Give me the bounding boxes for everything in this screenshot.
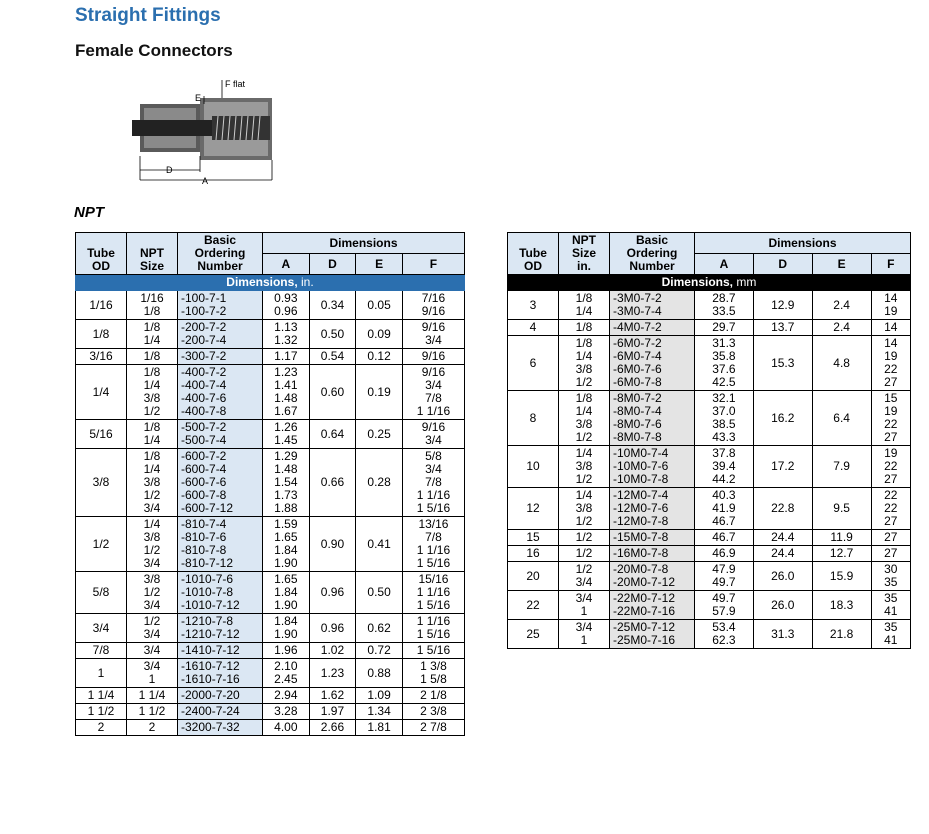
dim-f-cell: 35 41	[871, 591, 910, 620]
tube-od-cell: 22	[508, 591, 559, 620]
ordering-number-cell: -16M0-7-8	[610, 546, 695, 562]
dim-f-cell: 35 41	[871, 620, 910, 649]
ordering-number-cell: -600-7-2 -600-7-4 -600-7-6 -600-7-8 -600-7-12	[178, 449, 263, 517]
npt-size-cell: 1/8 1/4	[127, 420, 178, 449]
dim-e-cell: 15.9	[812, 562, 871, 591]
dim-d-cell: 0.66	[309, 449, 356, 517]
npt-size-cell: 1 1/2	[127, 704, 178, 720]
dim-e-cell: 0.50	[356, 572, 403, 614]
table-row	[508, 391, 911, 446]
table-row	[508, 530, 911, 546]
dim-f-cell: 1 5/16	[402, 643, 464, 659]
npt-size-cell: 1/2	[559, 546, 610, 562]
npt-size-cell: 1/4 3/8 1/2	[559, 446, 610, 488]
col-d: D	[753, 254, 812, 275]
dim-d-cell: 13.7	[753, 320, 812, 336]
col-tube-od: Tube OD	[76, 233, 127, 275]
label-d: D	[166, 165, 173, 175]
dim-d-cell: 24.4	[753, 546, 812, 562]
dim-f-cell: 30 35	[871, 562, 910, 591]
dim-d-cell: 31.3	[753, 620, 812, 649]
dim-d-cell: 12.9	[753, 291, 812, 320]
npt-size-cell: 3/4 1	[559, 591, 610, 620]
dim-e-cell: 1.34	[356, 704, 403, 720]
npt-size-cell: 1/8 1/4	[559, 291, 610, 320]
ordering-number-cell: -6M0-7-2 -6M0-7-4 -6M0-7-6 -6M0-7-8	[610, 336, 695, 391]
dim-a-cell: 53.4 62.3	[695, 620, 754, 649]
tube-od-cell: 3/4	[76, 614, 127, 643]
label-e: E	[195, 93, 202, 103]
dim-a-cell: 29.7	[695, 320, 754, 336]
tube-od-cell: 1/2	[76, 517, 127, 572]
ordering-number-cell: -500-7-2 -500-7-4	[178, 420, 263, 449]
npt-size-cell: 1/2	[559, 530, 610, 546]
tube-od-cell: 7/8	[76, 643, 127, 659]
inch-dimensions-table	[75, 232, 465, 736]
band-label: Dimensions,	[661, 275, 733, 289]
dim-f-cell: 1 3/8 1 5/8	[402, 659, 464, 688]
dim-a-cell: 1.29 1.48 1.54 1.73 1.88	[263, 449, 310, 517]
dim-e-cell: 2.4	[812, 320, 871, 336]
dim-d-cell: 0.64	[309, 420, 356, 449]
ordering-number-cell: -15M0-7-8	[610, 530, 695, 546]
dim-e-cell: 2.4	[812, 291, 871, 320]
ordering-number-cell: -4M0-7-2	[610, 320, 695, 336]
dim-d-cell: 0.96	[309, 614, 356, 643]
dim-a-cell: 1.26 1.45	[263, 420, 310, 449]
npt-size-cell: 1/2 3/4	[559, 562, 610, 591]
table-row	[76, 517, 465, 572]
dim-d-cell: 16.2	[753, 391, 812, 446]
dim-a-cell: 1.23 1.41 1.48 1.67	[263, 365, 310, 420]
dim-d-cell: 0.60	[309, 365, 356, 420]
dim-f-cell: 5/8 3/4 7/8 1 1/16 1 5/16	[402, 449, 464, 517]
npt-size-cell: 1/8 1/4 3/8 1/2	[559, 336, 610, 391]
tube-od-cell: 5/16	[76, 420, 127, 449]
npt-size-cell: 1/2 3/4	[127, 614, 178, 643]
dim-d-cell: 0.50	[309, 320, 356, 349]
table-row	[76, 688, 465, 704]
dim-a-cell: 37.8 39.4 44.2	[695, 446, 754, 488]
dim-f-cell: 9/16 3/4 7/8 1 1/16	[402, 365, 464, 420]
ordering-number-cell: -200-7-2 -200-7-4	[178, 320, 263, 349]
dim-d-cell: 1.97	[309, 704, 356, 720]
dim-e-cell: 0.72	[356, 643, 403, 659]
dim-a-cell: 1.84 1.90	[263, 614, 310, 643]
dim-f-cell: 27	[871, 530, 910, 546]
npt-size-cell: 1/8	[559, 320, 610, 336]
mm-dimensions-table	[507, 232, 911, 649]
tube-od-cell: 2	[76, 720, 127, 736]
ordering-number-cell: -1410-7-12	[178, 643, 263, 659]
dim-a-cell: 1.13 1.32	[263, 320, 310, 349]
dim-f-cell: 7/16 9/16	[402, 291, 464, 320]
col-e: E	[356, 254, 403, 275]
dim-e-cell: 7.9	[812, 446, 871, 488]
tube-od-cell: 20	[508, 562, 559, 591]
ordering-number-cell: -2400-7-24	[178, 704, 263, 720]
dim-d-cell: 22.8	[753, 488, 812, 530]
ordering-number-cell: -2000-7-20	[178, 688, 263, 704]
tube-od-cell: 3/16	[76, 349, 127, 365]
dim-a-cell: 1.59 1.65 1.84 1.90	[263, 517, 310, 572]
table-row	[76, 704, 465, 720]
table-row	[508, 446, 911, 488]
tube-od-cell: 1/8	[76, 320, 127, 349]
dim-f-cell: 13/16 7/8 1 1/16 1 5/16	[402, 517, 464, 572]
npt-size-cell: 3/4	[127, 643, 178, 659]
ordering-number-cell: -810-7-4 -810-7-6 -810-7-8 -810-7-12	[178, 517, 263, 572]
col-d: D	[309, 254, 356, 275]
label-a: A	[202, 176, 209, 186]
dim-a-cell: 28.7 33.5	[695, 291, 754, 320]
units-band	[508, 275, 911, 291]
npt-size-cell: 1/8 1/4	[127, 320, 178, 349]
dim-a-cell: 31.3 35.8 37.6 42.5	[695, 336, 754, 391]
dim-a-cell: 47.9 49.7	[695, 562, 754, 591]
table-row	[508, 546, 911, 562]
col-f: F	[871, 254, 910, 275]
npt-size-cell: 1/4 3/8 1/2	[559, 488, 610, 530]
dim-d-cell: 26.0	[753, 562, 812, 591]
table-row	[508, 620, 911, 649]
dim-e-cell: 1.81	[356, 720, 403, 736]
npt-size-cell: 3/4 1	[127, 659, 178, 688]
dim-d-cell: 15.3	[753, 336, 812, 391]
dim-a-cell: 4.00	[263, 720, 310, 736]
col-a: A	[263, 254, 310, 275]
table-row	[508, 488, 911, 530]
col-dimensions: Dimensions	[263, 233, 465, 254]
dim-e-cell: 0.62	[356, 614, 403, 643]
dim-d-cell: 1.02	[309, 643, 356, 659]
dim-e-cell: 9.5	[812, 488, 871, 530]
dim-e-cell: 12.7	[812, 546, 871, 562]
col-tube-od: Tube OD	[508, 233, 559, 275]
section-subtitle: Female Connectors	[75, 41, 233, 60]
npt-section-label: NPT	[74, 204, 104, 221]
page-title: Straight Fittings	[75, 5, 221, 26]
dim-e-cell: 18.3	[812, 591, 871, 620]
col-ordering-number: Basic Ordering Number	[178, 233, 263, 275]
dim-e-cell: 0.88	[356, 659, 403, 688]
tube-od-cell: 3/8	[76, 449, 127, 517]
dim-f-cell: 9/16 3/4	[402, 420, 464, 449]
dim-a-cell: 49.7 57.9	[695, 591, 754, 620]
table-row	[76, 659, 465, 688]
dim-d-cell: 0.34	[309, 291, 356, 320]
col-npt-size: NPT Size in.	[559, 233, 610, 275]
table-row	[76, 572, 465, 614]
table-row	[76, 449, 465, 517]
dim-a-cell: 2.94	[263, 688, 310, 704]
npt-size-cell: 1/16 1/8	[127, 291, 178, 320]
dim-f-cell: 1 1/16 1 5/16	[402, 614, 464, 643]
col-ordering-number: Basic Ordering Number	[610, 233, 695, 275]
female-connector-diagram	[132, 76, 282, 191]
dim-e-cell: 21.8	[812, 620, 871, 649]
dim-e-cell: 0.05	[356, 291, 403, 320]
ordering-number-cell: -3M0-7-2 -3M0-7-4	[610, 291, 695, 320]
dim-e-cell: 1.09	[356, 688, 403, 704]
ordering-number-cell: -300-7-2	[178, 349, 263, 365]
npt-size-cell: 1 1/4	[127, 688, 178, 704]
npt-size-cell: 1/8 1/4 3/8 1/2	[127, 365, 178, 420]
tube-od-cell: 1 1/4	[76, 688, 127, 704]
col-f: F	[402, 254, 464, 275]
tube-od-cell: 16	[508, 546, 559, 562]
dim-a-cell: 46.9	[695, 546, 754, 562]
band-unit: mm	[736, 275, 757, 289]
npt-size-cell: 3/4 1	[559, 620, 610, 649]
dim-a-cell: 3.28	[263, 704, 310, 720]
npt-size-cell: 1/4 3/8 1/2 3/4	[127, 517, 178, 572]
dim-d-cell: 1.23	[309, 659, 356, 688]
dim-a-cell: 1.17	[263, 349, 310, 365]
table-row	[76, 614, 465, 643]
dim-e-cell: 4.8	[812, 336, 871, 391]
dim-a-cell: 1.96	[263, 643, 310, 659]
units-band	[76, 275, 465, 291]
dim-f-cell: 2 3/8	[402, 704, 464, 720]
dim-e-cell: 0.25	[356, 420, 403, 449]
dim-a-cell: 40.3 41.9 46.7	[695, 488, 754, 530]
dim-f-cell: 2 1/8	[402, 688, 464, 704]
ordering-number-cell: -400-7-2 -400-7-4 -400-7-6 -400-7-8	[178, 365, 263, 420]
tube-od-cell: 3	[508, 291, 559, 320]
tube-od-cell: 8	[508, 391, 559, 446]
dim-e-cell: 6.4	[812, 391, 871, 446]
table-row	[76, 349, 465, 365]
dim-e-cell: 0.09	[356, 320, 403, 349]
table-row	[508, 320, 911, 336]
tube-od-cell: 6	[508, 336, 559, 391]
dim-d-cell: 24.4	[753, 530, 812, 546]
ordering-number-cell: -8M0-7-2 -8M0-7-4 -8M0-7-6 -8M0-7-8	[610, 391, 695, 446]
col-a: A	[695, 254, 754, 275]
ordering-number-cell: -1610-7-12 -1610-7-16	[178, 659, 263, 688]
dim-f-cell: 22 22 27	[871, 488, 910, 530]
npt-size-cell: 1/8 1/4 3/8 1/2 3/4	[127, 449, 178, 517]
dim-a-cell: 46.7	[695, 530, 754, 546]
npt-size-cell: 2	[127, 720, 178, 736]
dim-f-cell: 9/16	[402, 349, 464, 365]
dim-a-cell: 0.93 0.96	[263, 291, 310, 320]
ordering-number-cell: -100-7-1 -100-7-2	[178, 291, 263, 320]
dim-d-cell: 0.90	[309, 517, 356, 572]
tube-od-cell: 1/16	[76, 291, 127, 320]
tube-od-cell: 4	[508, 320, 559, 336]
dim-f-cell: 15 19 22 27	[871, 391, 910, 446]
table-row	[508, 591, 911, 620]
dim-a-cell: 32.1 37.0 38.5 43.3	[695, 391, 754, 446]
dim-e-cell: 0.28	[356, 449, 403, 517]
ordering-number-cell: -25M0-7-12 -25M0-7-16	[610, 620, 695, 649]
dim-f-cell: 27	[871, 546, 910, 562]
tube-od-cell: 15	[508, 530, 559, 546]
dim-d-cell: 2.66	[309, 720, 356, 736]
dim-f-cell: 9/16 3/4	[402, 320, 464, 349]
dim-e-cell: 0.19	[356, 365, 403, 420]
ordering-number-cell: -12M0-7-4 -12M0-7-6 -12M0-7-8	[610, 488, 695, 530]
col-npt-size: NPT Size	[127, 233, 178, 275]
dim-a-cell: 2.10 2.45	[263, 659, 310, 688]
tube-od-cell: 12	[508, 488, 559, 530]
ordering-number-cell: -1210-7-8 -1210-7-12	[178, 614, 263, 643]
tube-od-cell: 5/8	[76, 572, 127, 614]
col-dimensions: Dimensions	[695, 233, 911, 254]
dim-f-cell: 2 7/8	[402, 720, 464, 736]
table-row	[76, 291, 465, 320]
npt-size-cell: 1/8	[127, 349, 178, 365]
table-row	[508, 562, 911, 591]
dim-f-cell: 19 22 27	[871, 446, 910, 488]
dim-a-cell: 1.65 1.84 1.90	[263, 572, 310, 614]
table-row	[76, 365, 465, 420]
band-unit: in.	[301, 275, 314, 289]
dim-f-cell: 14 19 22 27	[871, 336, 910, 391]
dim-d-cell: 17.2	[753, 446, 812, 488]
tube-od-cell: 1 1/2	[76, 704, 127, 720]
dim-f-cell: 14	[871, 320, 910, 336]
npt-size-cell: 1/8 1/4 3/8 1/2	[559, 391, 610, 446]
col-e: E	[812, 254, 871, 275]
npt-size-cell: 3/8 1/2 3/4	[127, 572, 178, 614]
table-row	[76, 320, 465, 349]
dim-d-cell: 0.96	[309, 572, 356, 614]
dim-f-cell: 14 19	[871, 291, 910, 320]
dim-d-cell: 0.54	[309, 349, 356, 365]
dim-e-cell: 11.9	[812, 530, 871, 546]
table-row	[76, 643, 465, 659]
table-row	[76, 420, 465, 449]
tube-od-cell: 25	[508, 620, 559, 649]
dim-f-cell: 15/16 1 1/16 1 5/16	[402, 572, 464, 614]
table-row	[508, 291, 911, 320]
label-f-flat: F flat	[225, 79, 246, 89]
tube-od-cell: 1/4	[76, 365, 127, 420]
table-row	[508, 336, 911, 391]
dim-e-cell: 0.41	[356, 517, 403, 572]
dim-e-cell: 0.12	[356, 349, 403, 365]
ordering-number-cell: -22M0-7-12 -22M0-7-16	[610, 591, 695, 620]
tube-od-cell: 10	[508, 446, 559, 488]
tube-od-cell: 1	[76, 659, 127, 688]
ordering-number-cell: -3200-7-32	[178, 720, 263, 736]
ordering-number-cell: -20M0-7-8 -20M0-7-12	[610, 562, 695, 591]
ordering-number-cell: -10M0-7-4 -10M0-7-6 -10M0-7-8	[610, 446, 695, 488]
table-row	[76, 720, 465, 736]
band-label: Dimensions,	[226, 275, 298, 289]
dim-d-cell: 26.0	[753, 591, 812, 620]
dim-d-cell: 1.62	[309, 688, 356, 704]
ordering-number-cell: -1010-7-6 -1010-7-8 -1010-7-12	[178, 572, 263, 614]
